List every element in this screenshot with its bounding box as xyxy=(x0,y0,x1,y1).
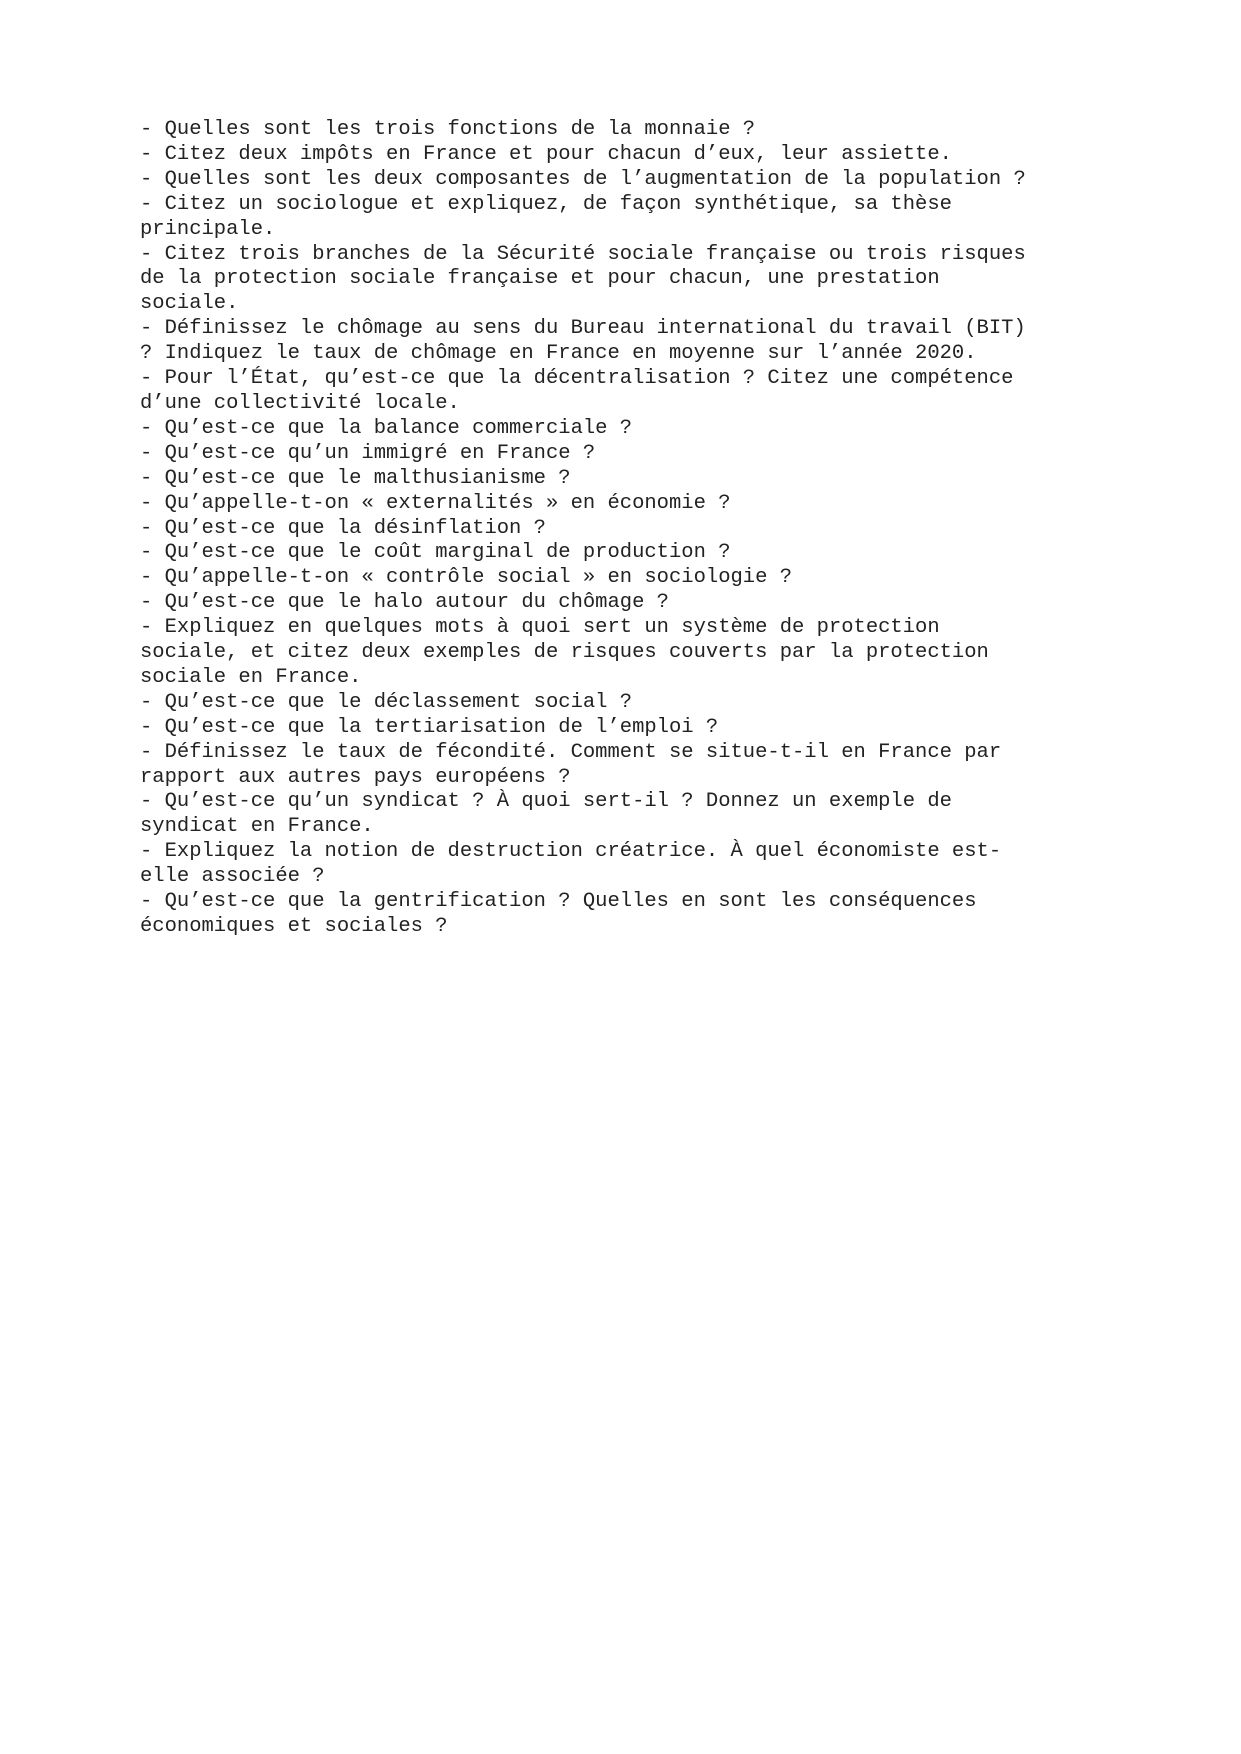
text-line: - Qu’appelle-t-on « externalités » en économie ? xyxy=(140,491,731,515)
text-line: - Qu’est-ce que la balance commerciale ? xyxy=(140,416,633,440)
text-line: syndicat en France. xyxy=(140,815,374,839)
text-line: - Qu’est-ce que le malthusianisme ? xyxy=(140,466,571,490)
text-line: elle associée ? xyxy=(140,865,325,889)
text-line: - Qu’est-ce que la gentrification ? Quelles en sont les conséquences xyxy=(140,890,977,914)
text-line: - Citez trois branches de la Sécurité sociale française ou trois risques xyxy=(140,242,1026,266)
text-line: de la protection sociale française et pour chacun, une prestation xyxy=(140,267,940,291)
text-line: sociale en France. xyxy=(140,665,362,689)
text-line: - Expliquez la notion de destruction créatrice. À quel économiste est- xyxy=(140,840,1002,864)
text-line: - Qu’est-ce que le déclassement social ? xyxy=(140,690,633,714)
text-line: - Qu’est-ce que la désinflation ? xyxy=(140,516,546,540)
text-line: - Pour l’État, qu’est-ce que la décentralisation ? Citez une compétence xyxy=(140,367,1014,391)
text-line: - Qu’appelle-t-on « contrôle social » en sociologie ? xyxy=(140,566,793,590)
text-line: - Qu’est-ce que le halo autour du chômage ? xyxy=(140,591,669,615)
text-line: - Citez deux impôts en France et pour chacun d’eux, leur assiette. xyxy=(140,142,952,166)
text-line: d’une collectivité locale. xyxy=(140,391,460,415)
text-line: économiques et sociales ? xyxy=(140,915,448,938)
question-list xyxy=(140,118,1140,940)
text-line: - Expliquez en quelques mots à quoi sert un système de protection xyxy=(140,616,940,640)
text-line: ? Indiquez le taux de chômage en France en moyenne sur l’année 2020. xyxy=(140,342,977,366)
text-line: principale. xyxy=(140,217,276,241)
text-line: sociale, et citez deux exemples de risques couverts par la protection xyxy=(140,641,989,665)
text-line: - Citez un sociologue et expliquez, de façon synthétique, sa thèse xyxy=(140,192,952,216)
text-line: - Quelles sont les trois fonctions de la monnaie ? xyxy=(140,118,756,141)
text-line: - Quelles sont les deux composantes de l’augmentation de la population ? xyxy=(140,167,1026,191)
text-line: - Qu’est-ce qu’un syndicat ? À quoi sert-il ? Donnez un exemple de xyxy=(140,790,952,814)
text-line: - Définissez le taux de fécondité. Comment se situe-t-il en France par xyxy=(140,740,1002,764)
text-line: - Qu’est-ce que la tertiarisation de l’emploi ? xyxy=(140,715,719,739)
text-line: rapport aux autres pays européens ? xyxy=(140,765,571,789)
text-line: sociale. xyxy=(140,292,239,316)
text-line: - Qu’est-ce que le coût marginal de production ? xyxy=(140,541,731,565)
text-line: - Qu’est-ce qu’un immigré en France ? xyxy=(140,441,596,465)
text-line: - Définissez le chômage au sens du Bureau international du travail (BIT) xyxy=(140,317,1026,341)
